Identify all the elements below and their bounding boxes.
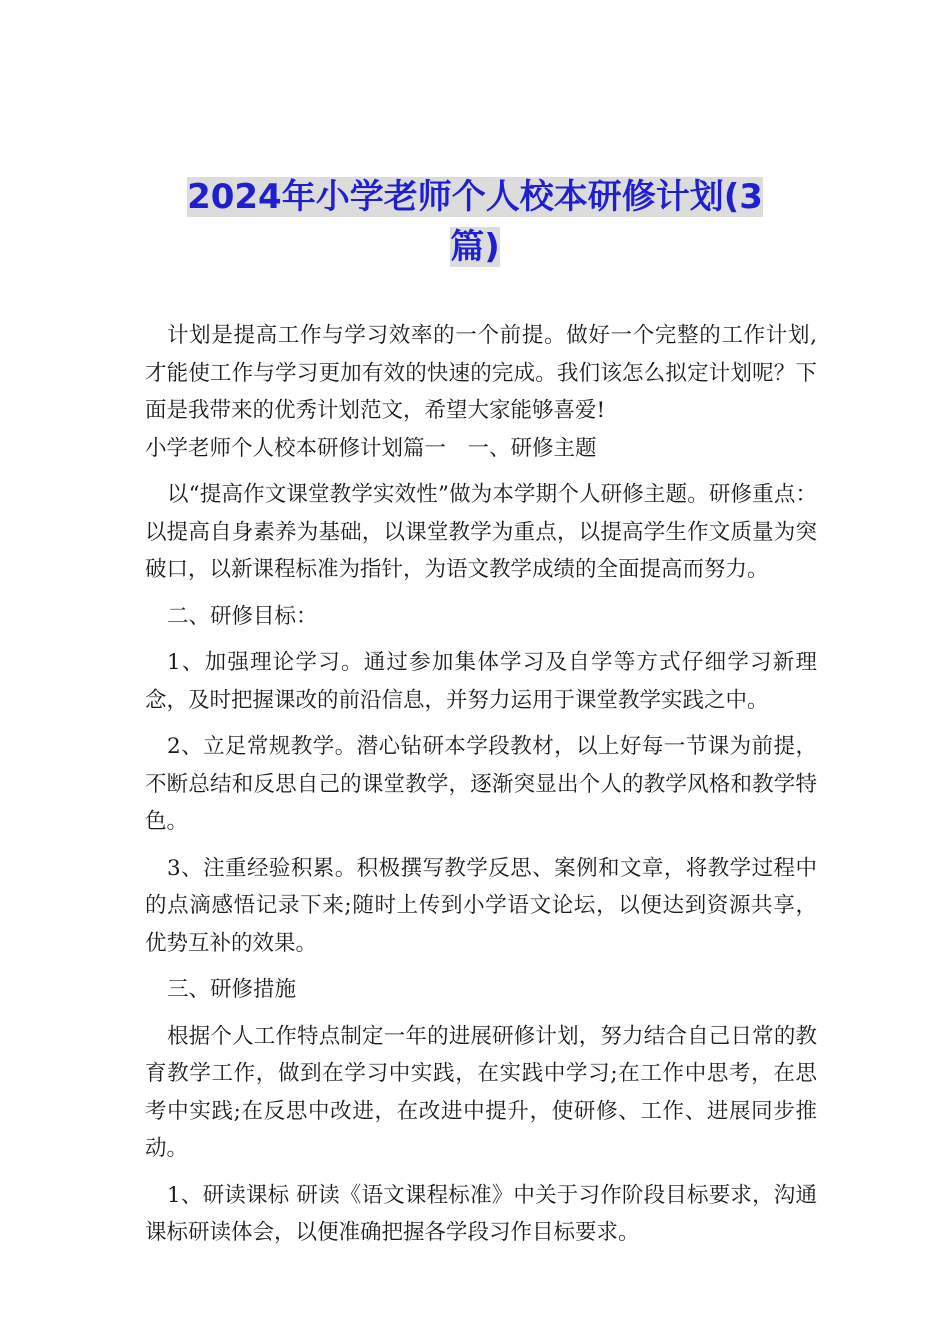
document-body: [145, 317, 817, 1252]
paragraph-measures-heading: 三、研修措施: [167, 977, 297, 1002]
paragraph-topic: 以“提高作文课堂教学实效性”做为本学期个人研修主题。研修重点：以提高自身素养为基础，以课堂教学为重点，以提高学生作文质量为突破口，以新课程标准为指针，为语文教学成绩的全面提高而努力。: [145, 482, 817, 582]
title-line-2: 篇): [450, 227, 500, 267]
paragraph-measure-1: 1、研读课标 研读《语文课程标准》中关于习作阶段目标要求，沟通课标研读体会，以便准确把握各学段习作目标要求。: [145, 1182, 817, 1245]
paragraph-goal-1: 1、加强理论学习。通过参加集体学习及自学等方式仔细学习新理念，及时把握课改的前沿信息，并努力运用于课堂教学实践之中。: [145, 650, 817, 713]
paragraph-section-heading: 小学老师个人校本研修计划篇一 一、研修主题: [145, 435, 597, 461]
paragraph-goal-2: 2、立足常规教学。潜心钻研本学段教材，以上好每一节课为前提，不断总结和反思自己的课堂教学，逐渐突显出个人的教学风格和教学特色。: [145, 734, 817, 834]
paragraph-goal-3: 3、注重经验积累。积极撰写教学反思、案例和文章，将教学过程中的点滴感悟记录下来;随时上传到小学语文论坛，以便达到资源共享，优势互补的效果。: [145, 855, 817, 956]
paragraph-measures: 根据个人工作特点制定一年的进展研修计划，努力结合自己日常的教育教学工作，做到在学习中实践，在实践中学习;在工作中思考，在思考中实践;在反思中改进，在改进中提升，使研修、工作、进展同步推动。: [145, 1023, 817, 1161]
paragraph-goals-heading: 二、研修目标：: [167, 603, 318, 629]
title-line-1: 2024年小学老师个人校本研修计划(3: [187, 177, 763, 217]
paragraph-intro: 计划是提高工作与学习效率的一个前提。做好一个完整的工作计划,才能使工作与学习更加有效的快速的完成。我们该怎么拟定计划呢？下面是我带来的优秀计划范文，希望大家能够喜爱!: [145, 323, 817, 423]
document-title: [140, 172, 810, 272]
